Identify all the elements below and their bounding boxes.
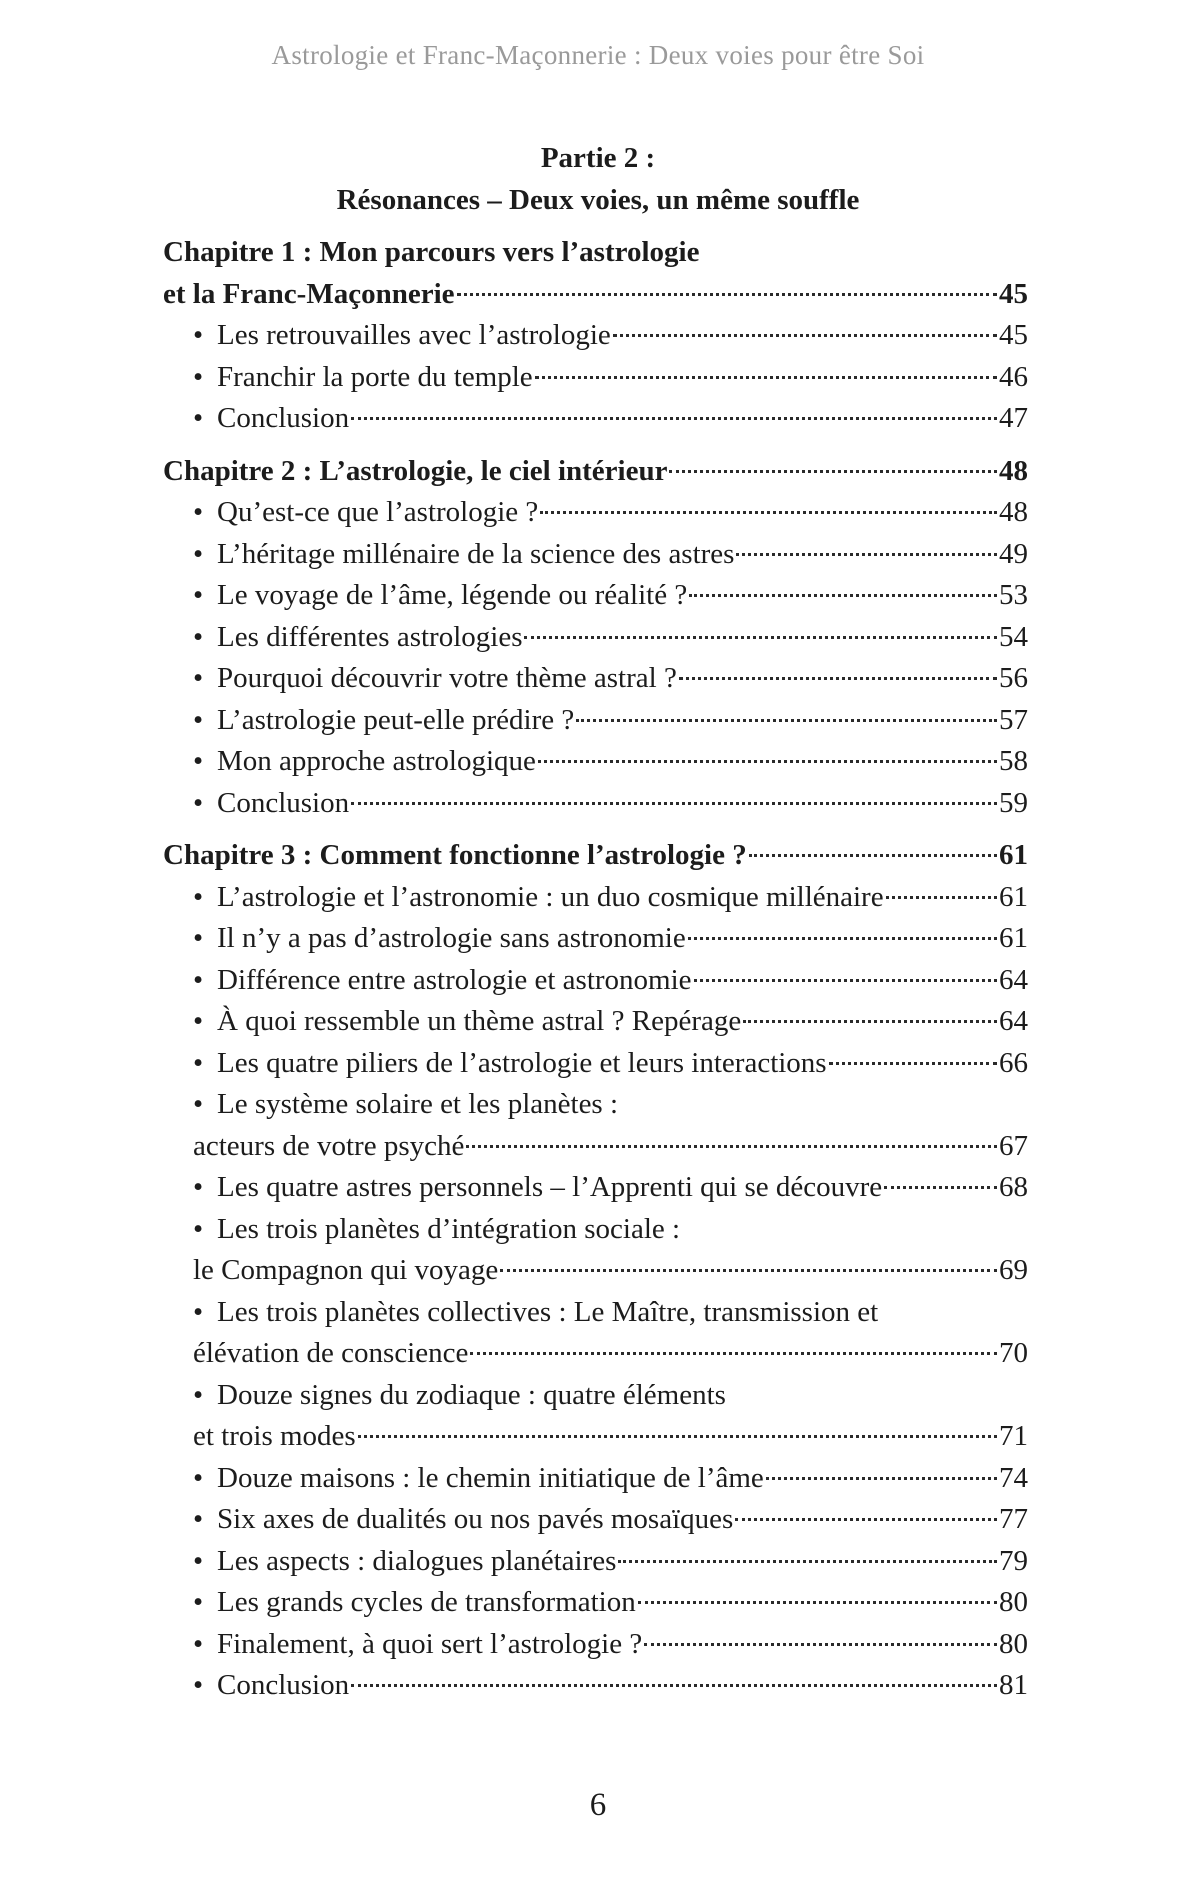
page-number: 6 <box>589 1787 607 1823</box>
dot-leader <box>886 896 997 899</box>
bullet-marker: • <box>193 880 204 913</box>
toc-entry <box>163 877 1028 919</box>
bullet-marker: • <box>193 1461 204 1494</box>
toc-entry <box>163 918 1028 960</box>
bullet-marker: • <box>193 1005 204 1037</box>
bullet-marker: • <box>193 922 204 954</box>
entry-title: Le voyage de l’âme, légende ou réalité ? <box>217 579 688 611</box>
toc-entry <box>163 1333 1028 1375</box>
toc-entry <box>163 1043 1028 1085</box>
toc-entry <box>163 1084 1028 1126</box>
dot-leader <box>749 854 997 857</box>
bullet-marker: • <box>193 1378 204 1411</box>
entry-title: Chapitre 1 : Mon parcours vers l’astrologie <box>163 236 700 268</box>
entry-page: 58 <box>999 745 1028 777</box>
entry-title: À quoi ressemble un thème astral ? Repérage <box>217 1005 742 1037</box>
dot-leader <box>638 1601 997 1604</box>
entry-page: 46 <box>999 360 1028 393</box>
dot-leader <box>351 802 997 805</box>
toc-entry <box>163 700 1028 742</box>
toc-entry <box>163 1001 1028 1043</box>
entry-title: Les trois planètes d’intégration sociale : <box>217 1212 681 1245</box>
toc-entry <box>163 1665 1028 1707</box>
toc-entry <box>163 1126 1028 1168</box>
dot-leader <box>766 1477 997 1480</box>
dot-leader <box>524 636 997 639</box>
chapter-block <box>163 451 1028 825</box>
toc-entry <box>163 960 1028 1002</box>
chapter-heading <box>163 451 1028 493</box>
toc-entry <box>163 1458 1028 1500</box>
entry-page: 49 <box>999 537 1028 570</box>
toc-entry <box>163 1582 1028 1624</box>
bullet-marker: • <box>193 963 204 996</box>
bullet-marker: • <box>193 496 204 528</box>
entry-title: Qu’est-ce que l’astrologie ? <box>217 496 539 528</box>
dot-leader <box>538 760 997 763</box>
bullet-marker: • <box>193 620 204 653</box>
entry-title: Il n’y a pas d’astrologie sans astronomie <box>217 922 686 954</box>
bullet-marker: • <box>193 1088 204 1120</box>
bullet-marker: • <box>193 786 204 819</box>
dot-leader <box>470 1352 997 1355</box>
dot-leader <box>644 1643 997 1646</box>
entry-title: L’astrologie peut-elle prédire ? <box>217 703 575 736</box>
dot-leader <box>679 677 997 680</box>
entry-page: 80 <box>999 1627 1028 1660</box>
dot-leader <box>736 553 997 556</box>
entry-page: 77 <box>999 1503 1028 1535</box>
toc-entry <box>163 1541 1028 1583</box>
entry-title: Douze signes du zodiaque : quatre éléments <box>217 1378 726 1411</box>
chapter-heading <box>163 835 1028 877</box>
dot-leader <box>466 1145 997 1148</box>
entry-title: Six axes de dualités ou nos pavés mosaïques <box>217 1503 734 1535</box>
entry-title: Les quatre piliers de l’astrologie et leurs interactions <box>217 1046 827 1079</box>
entry-page: 54 <box>999 620 1028 653</box>
entry-title: L’héritage millénaire de la science des astres <box>217 537 735 570</box>
bullet-marker: • <box>193 319 204 351</box>
entry-title: Chapitre 3 : Comment fonctionne l’astrologie ? <box>163 839 747 871</box>
bullet-marker: • <box>193 745 204 777</box>
dot-leader <box>457 293 997 296</box>
toc-entry <box>163 1292 1028 1334</box>
entry-page: 70 <box>999 1337 1028 1369</box>
toc-entry <box>163 658 1028 700</box>
dot-leader <box>613 334 997 337</box>
part-title: Résonances – Deux voies, un même souffle <box>336 184 860 216</box>
entry-page: 68 <box>999 1171 1028 1203</box>
entry-page: 61 <box>999 839 1028 871</box>
chapter-heading <box>163 274 1028 316</box>
dot-leader <box>884 1186 997 1189</box>
entry-page: 57 <box>999 703 1028 736</box>
entry-title: Finalement, à quoi sert l’astrologie ? <box>217 1627 643 1660</box>
entry-page: 48 <box>999 496 1028 528</box>
dot-leader <box>688 937 997 940</box>
entry-page: 66 <box>999 1046 1028 1079</box>
toc-entry <box>163 575 1028 617</box>
chapter-block <box>163 835 1028 1707</box>
entry-title: acteurs de votre psyché <box>193 1129 465 1162</box>
dot-leader <box>500 1269 997 1272</box>
bullet-marker: • <box>193 402 204 434</box>
bullet-marker: • <box>193 1046 204 1079</box>
toc-entry <box>163 534 1028 576</box>
toc-entry <box>163 492 1028 534</box>
bullet-marker: • <box>193 703 204 736</box>
toc-entry <box>163 315 1028 357</box>
dot-leader <box>735 1518 997 1521</box>
entry-page: 74 <box>999 1461 1028 1494</box>
toc-entry <box>163 783 1028 825</box>
entry-title: élévation de conscience <box>193 1337 469 1369</box>
toc-entry <box>163 617 1028 659</box>
bullet-marker: • <box>193 1212 204 1245</box>
entry-title: Mon approche astrologique <box>217 745 536 777</box>
bullet-marker: • <box>193 1503 204 1535</box>
toc-entry <box>163 1499 1028 1541</box>
dot-leader <box>743 1020 997 1023</box>
entry-page: 45 <box>999 319 1028 351</box>
bullet-marker: • <box>193 1669 204 1701</box>
bullet-marker: • <box>193 579 204 611</box>
bullet-marker: • <box>193 662 204 694</box>
entry-title: Chapitre 2 : L’astrologie, le ciel intérieur <box>163 454 668 487</box>
entry-title: Différence entre astrologie et astronomie <box>217 963 692 996</box>
entry-page: 61 <box>999 922 1028 954</box>
dot-leader <box>669 470 997 473</box>
entry-page: 80 <box>999 1586 1028 1618</box>
bullet-marker: • <box>193 1544 204 1577</box>
toc-entry <box>163 398 1028 440</box>
dot-leader <box>535 376 997 379</box>
dot-leader <box>694 979 997 982</box>
entry-title: Le système solaire et les planètes : <box>217 1088 619 1120</box>
toc-entry <box>163 1250 1028 1292</box>
part-heading <box>0 137 1196 221</box>
chapter-block <box>163 232 1028 440</box>
entry-title: Franchir la porte du temple <box>217 360 533 393</box>
entry-title: et trois modes <box>193 1420 356 1452</box>
dot-leader <box>540 511 997 514</box>
entry-page: 61 <box>999 880 1028 913</box>
entry-title: Conclusion <box>217 786 350 819</box>
entry-page: 56 <box>999 662 1028 694</box>
entry-page: 53 <box>999 579 1028 611</box>
entry-title: et la Franc-Maçonnerie <box>163 277 455 310</box>
entry-page: 69 <box>999 1254 1028 1286</box>
table-of-contents <box>163 232 1028 1718</box>
dot-leader <box>351 1684 997 1687</box>
bullet-marker: • <box>193 1627 204 1660</box>
chapter-heading <box>163 232 1028 274</box>
entry-title: Les trois planètes collectives : Le Maître, transmission et <box>217 1295 879 1328</box>
dot-leader <box>358 1435 997 1438</box>
toc-entry <box>163 1209 1028 1251</box>
entry-page: 47 <box>999 402 1028 434</box>
toc-entry <box>163 1624 1028 1666</box>
entry-title: Douze maisons : le chemin initiatique de l’âme <box>217 1461 764 1494</box>
dot-leader <box>576 719 997 722</box>
bullet-marker: • <box>193 360 204 393</box>
entry-page: 59 <box>999 786 1028 819</box>
entry-page: 45 <box>999 277 1028 310</box>
bullet-marker: • <box>193 1295 204 1328</box>
entry-page: 64 <box>999 963 1028 996</box>
entry-title: Les grands cycles de transformation <box>217 1586 636 1618</box>
entry-page: 64 <box>999 1005 1028 1037</box>
entry-title: Les quatre astres personnels – l’Apprenti qui se découvre <box>217 1171 883 1203</box>
entry-title: Les différentes astrologies <box>217 620 523 653</box>
dot-leader <box>351 417 997 420</box>
part-label: Partie 2 : <box>540 142 656 174</box>
toc-entry <box>163 1167 1028 1209</box>
entry-title: Conclusion <box>217 1669 350 1701</box>
running-head: Astrologie et Franc-Maçonnerie : Deux voies pour être Soi <box>271 40 925 70</box>
bullet-marker: • <box>193 537 204 570</box>
entry-page: 48 <box>999 454 1028 487</box>
entry-title: Pourquoi découvrir votre thème astral ? <box>217 662 677 694</box>
entry-title: Les aspects : dialogues planétaires <box>217 1544 617 1577</box>
toc-entry <box>163 741 1028 783</box>
bullet-marker: • <box>193 1586 204 1618</box>
dot-leader <box>618 1560 997 1563</box>
entry-page: 79 <box>999 1544 1028 1577</box>
toc-entry <box>163 1375 1028 1417</box>
entry-title: L’astrologie et l’astronomie : un duo cosmique millénaire <box>217 880 884 913</box>
dot-leader <box>689 594 997 597</box>
entry-title: le Compagnon qui voyage <box>193 1254 499 1286</box>
entry-page: 67 <box>999 1129 1028 1162</box>
entry-title: Conclusion <box>217 402 350 434</box>
entry-title: Les retrouvailles avec l’astrologie <box>217 319 611 351</box>
toc-entry <box>163 1416 1028 1458</box>
entry-page: 81 <box>999 1669 1028 1701</box>
toc-entry <box>163 357 1028 399</box>
dot-leader <box>829 1062 997 1065</box>
bullet-marker: • <box>193 1171 204 1203</box>
entry-page: 71 <box>999 1420 1028 1452</box>
